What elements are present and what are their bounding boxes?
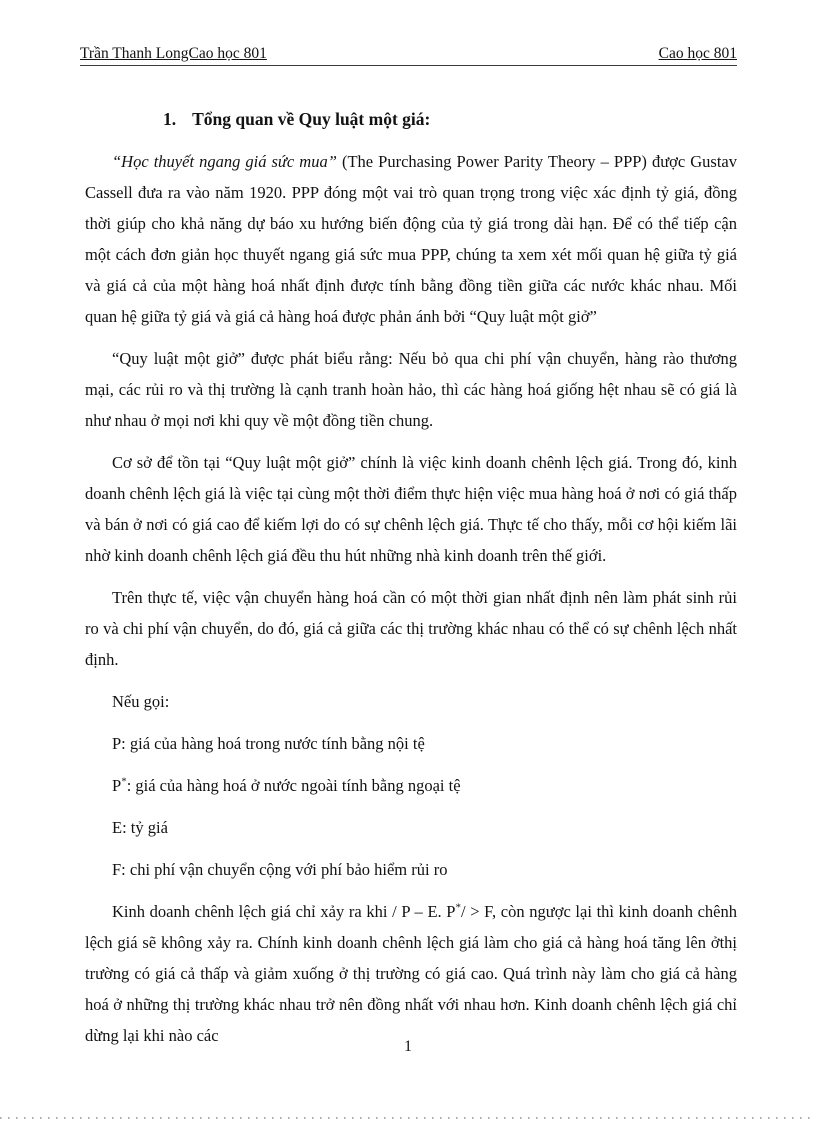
paragraph-arbitrage-condition	[85, 896, 737, 1051]
paragraph-arbitrage-condition-post: / > F, còn ngược lại thì kinh doanh chênh lệch giá sẽ không xảy ra. Chính kinh doanh chênh lệch giá làm cho giá cả hàng hoá tăng lên ởthị trường có giá cả thấp và giảm xuống ở thị trường có giá cao. Quá trình này làm cho giá cả hàng hoá ở những thị trường khác nhau trở nên đồng nhất với nhau hơn. Kinh doanh chênh lệch giá chỉ dừng lại khi nào các	[85, 902, 737, 1045]
asterisk-superscript: *	[455, 901, 461, 914]
section-heading	[163, 104, 737, 135]
paragraph-arbitrage-condition-pre: Kinh doanh chênh lệch giá chỉ xảy ra khi / P – E. P	[112, 902, 456, 921]
paragraph-law-statement: “Quy luật một giở” được phát biểu rằng: Nếu bỏ qua chi phí vận chuyển, hàng rào thương mại, các rủi ro và thị trường là cạnh tranh hoàn hảo, thì các hàng hoá giống hệt nhau sẽ có giá là như nhau ở mọi nơi khi quy về một đồng tiền chung.	[85, 349, 737, 430]
page-bottom-border	[0, 1117, 816, 1119]
section-heading-text: Tổng quan về Quy luật một giá:	[192, 109, 431, 129]
italic-phrase: “Học thuyết ngang giá sức mua”	[112, 152, 337, 171]
section-number: 1.	[163, 109, 177, 129]
definition-p-foreign-text: : giá của hàng hoá ở nước ngoài tính bằng ngoại tệ	[126, 776, 461, 795]
definition-f-cost: F: chi phí vận chuyển cộng với phí bảo hiểm rủi ro	[112, 860, 448, 879]
page-number: 1	[404, 1038, 412, 1055]
definition-p-domestic: P: giá của hàng hoá trong nước tính bằng nội tệ	[112, 734, 425, 753]
paragraph-ppp-intro-text: (The Purchasing Power Parity Theory – PPP) được Gustav Cassell đưa ra vào năm 1920. PPP đóng một vai trò quan trọng trong việc xác định tỷ giá, đồng thời giúp cho khả năng dự báo xu hướng biến động của tỷ giá trong dài hạn. Để có thể tiếp cận một cách đơn giản học thuyết ngang giá sức mua PPP, chúng ta xem xét mối quan hệ giữa tỷ giá và giá cả của một hàng hoá nhất định được tính bằng đồng tiền giữa các nước khác nhau. Mối quan hệ giữa tỷ giá và giá cả hàng hoá được phản ánh bởi “Quy luật một giở”	[85, 152, 738, 326]
header-author-text: Trần Thanh LongCao học 801	[80, 45, 267, 62]
paragraph-ppp-intro	[85, 146, 737, 332]
paragraph-arbitrage-basis: Cơ sở để tồn tại “Quy luật một giở” chính là việc kinh doanh chênh lệch giá. Trong đó, kinh doanh chênh lệch giá là việc tại cùng một thời điểm thực hiện việc mua hàng hoá ở nơi có giá thấp và bán ở nơi có giá cao để kiếm lợi do có sự chênh lệch giá. Thực tế cho thấy, mỗi cơ hội kiếm lãi nhờ kinh doanh chênh lệch giá đều thu hút những nhà kinh doanh trên thế giới.	[85, 453, 737, 565]
header-course-text: Cao học 801	[658, 45, 737, 62]
definition-p-foreign-symbol: P	[112, 776, 122, 795]
document-body	[85, 104, 737, 1062]
paragraph-notation-intro: Nếu gọi:	[112, 692, 170, 711]
definition-p-foreign	[85, 770, 737, 801]
paragraph-transport-reality: Trên thực tế, việc vận chuyển hàng hoá cần có một thời gian nhất định nên làm phát sinh rủi ro và chi phí vận chuyển, do đó, giá cả giữa các thị trường khác nhau có thể có sự chênh lệch nhất định.	[85, 588, 737, 669]
page-header	[80, 44, 737, 66]
definition-e-rate: E: tỷ giá	[112, 818, 168, 837]
asterisk-superscript: *	[121, 775, 127, 788]
